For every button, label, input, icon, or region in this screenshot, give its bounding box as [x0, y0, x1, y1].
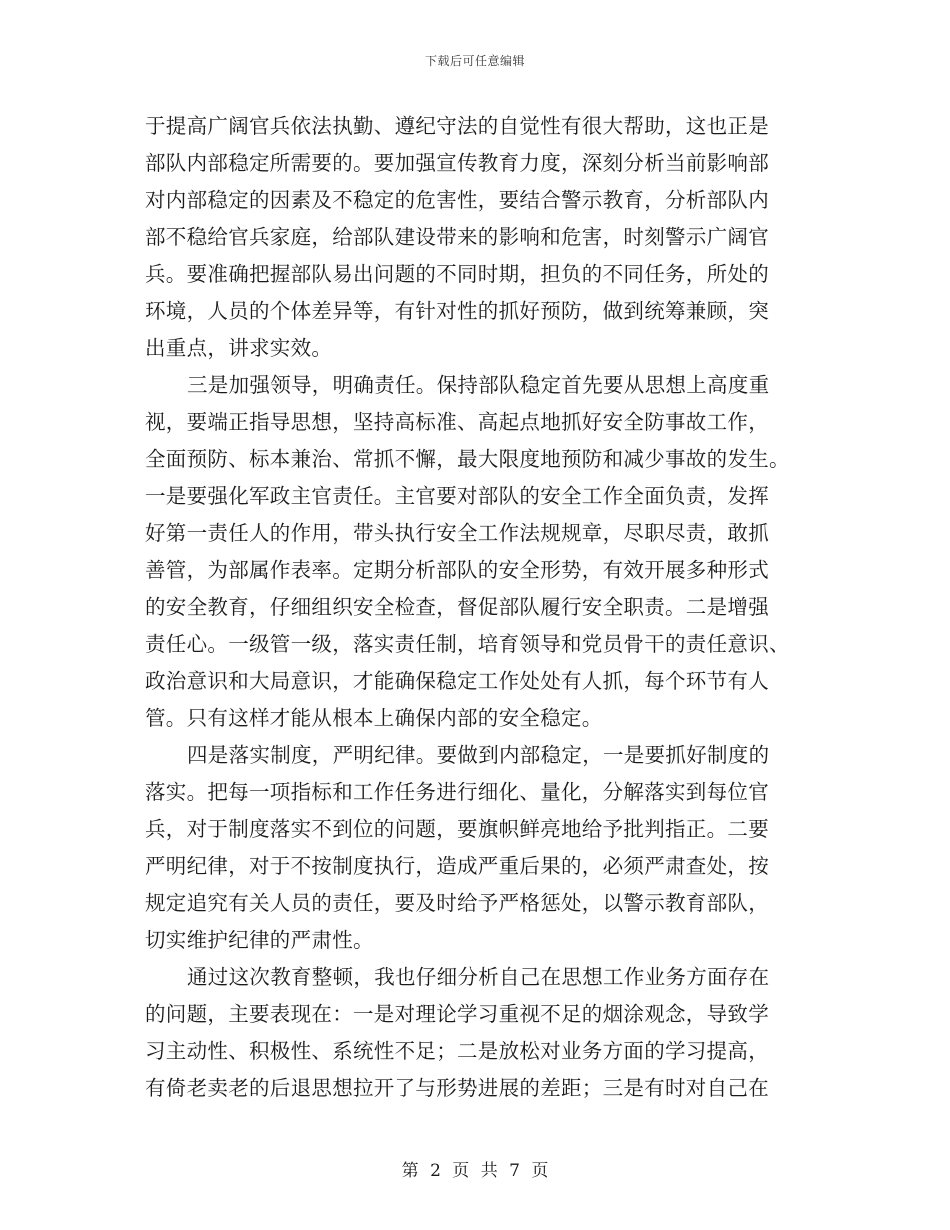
text-line: 习主动性、积极性、系统性不足；二是放松对业务方面的学习提高， — [145, 1039, 769, 1063]
text-line: 兵。要准确把握部队易出问题的不同时期，担负的不同任务，所处的 — [145, 262, 769, 286]
text-line: 四是落实制度，严明纪律。要做到内部稳定，一是要抓好制度的 — [187, 743, 770, 767]
text-line: 善管，为部属作表率。定期分析部队的安全形势，有效开展多种形式 — [145, 558, 769, 582]
text-line: 视，要端正指导思想，坚持高标准、高起点地抓好安全防事故工作， — [145, 410, 769, 434]
body-text — [145, 108, 805, 1107]
text-line: 管。只有这样才能从根本上确保内部的安全稳定。 — [145, 706, 603, 730]
text-line: 的问题，主要表现在：一是对理论学习重视不足的烟涂观念，导致学 — [145, 1002, 769, 1026]
text-line: 切实维护纪律的严肃性。 — [145, 928, 374, 952]
text-line: 的安全教育，仔细组织安全检查，督促部队履行安全职责。二是增强 — [145, 595, 769, 619]
text-line: 落实。把每一项指标和工作任务进行细化、量化，分解落实到每位官 — [145, 780, 769, 804]
text-line: 全面预防、标本兼治、常抓不懈，最大限度地预防和减少事故的发生。 — [145, 447, 790, 471]
text-line: 部不稳给官兵家庭，给部队建设带来的影响和危害，时刻警示广阔官 — [145, 225, 769, 249]
text-line: 对内部稳定的因素及不稳定的危害性，要结合警示教育，分析部队内 — [145, 188, 769, 212]
page-number-footer: 第 2 页 共 7 页 — [401, 1161, 549, 1181]
text-line: 三是加强领导，明确责任。保持部队稳定首先要从思想上高度重 — [187, 373, 770, 397]
text-line: 环境，人员的个体差异等，有针对性的抓好预防，做到统筹兼顾，突 — [145, 299, 769, 323]
text-line: 政治意识和大局意识，才能确保稳定工作处处有人抓，每个环节有人 — [145, 669, 769, 693]
text-line: 好第一责任人的作用，带头执行安全工作法规规章，尽职尽责，敢抓 — [145, 521, 769, 545]
text-line: 责任心。一级管一级，落实责任制，培育领导和党员骨干的责任意识、 — [145, 632, 790, 656]
text-line: 兵，对于制度落实不到位的问题，要旗帜鲜亮地给予批判指正。二要 — [145, 817, 769, 841]
text-line: 规定追究有关人员的责任，要及时给予严格惩处，以警示教育部队， — [145, 891, 769, 915]
text-line: 部队内部稳定所需要的。要加强宣传教育力度，深刻分析当前影响部 — [145, 151, 769, 175]
text-line: 严明纪律，对于不按制度执行，造成严重后果的，必须严肃查处，按 — [145, 854, 769, 878]
page-header-note: 下载后可任意编辑 — [424, 54, 525, 68]
text-line: 有倚老卖老的后退思想拉开了与形势进展的差距；三是有时对自己在 — [145, 1076, 769, 1100]
text-line: 出重点，讲求实效。 — [145, 336, 333, 360]
text-line: 于提高广阔官兵依法执勤、遵纪守法的自觉性有很大帮助，这也正是 — [145, 114, 769, 138]
text-line: 通过这次教育整顿，我也仔细分析自己在思想工作业务方面存在 — [187, 965, 770, 989]
text-line: 一是要强化军政主官责任。主官要对部队的安全工作全面负责，发挥 — [145, 484, 769, 508]
